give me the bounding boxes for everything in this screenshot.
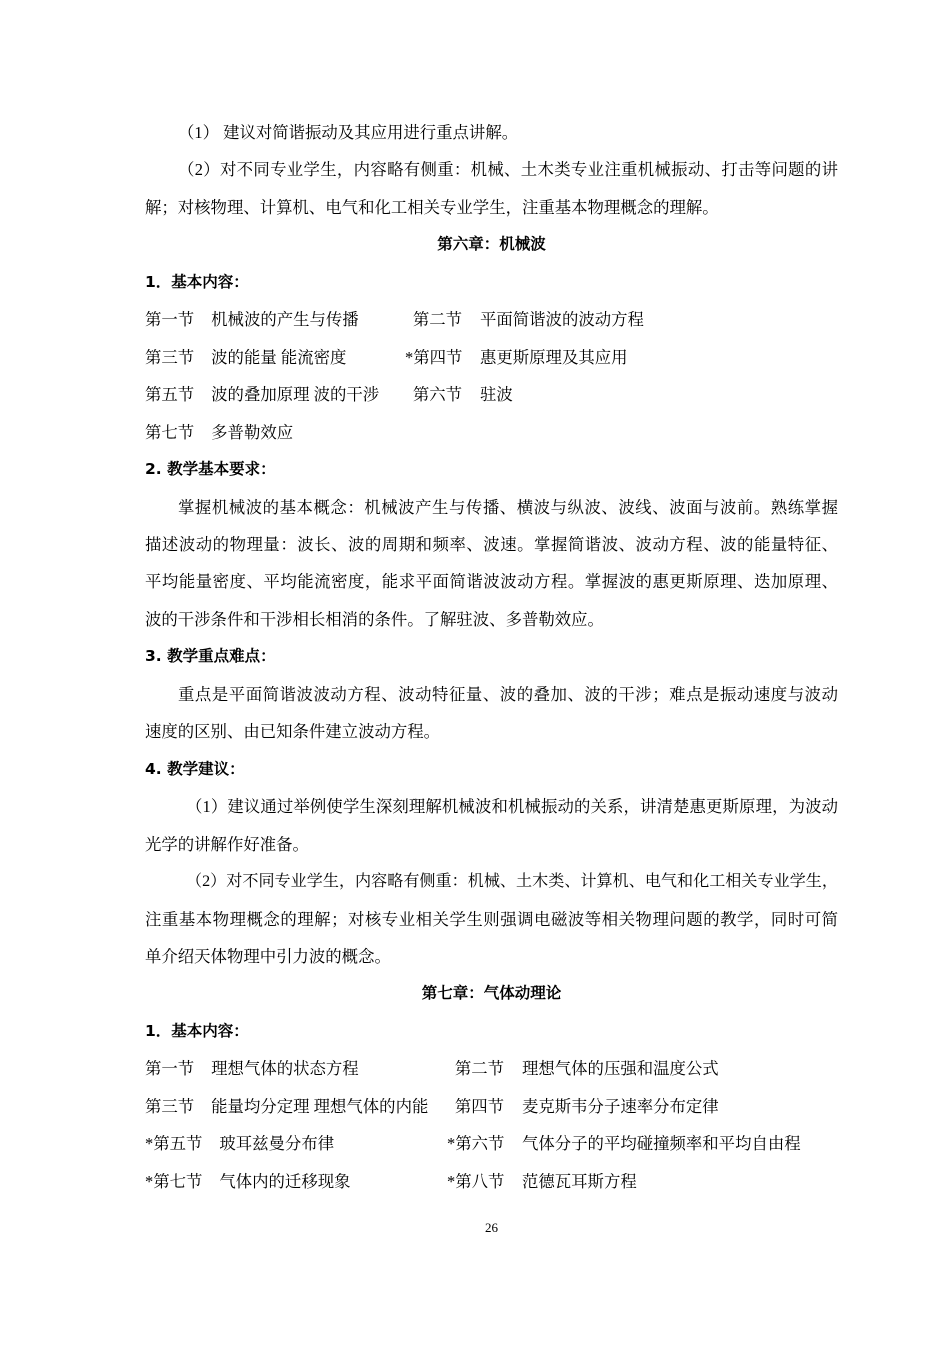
- paragraph-line: 平均能量密度、平均能流密度，能求平面简谐波波动方程。掌握波的惠更斯原理、迭加原理、: [145, 572, 838, 592]
- section-number: 第二节: [454, 1059, 504, 1079]
- section-number: 第三节: [145, 1096, 195, 1116]
- paragraph-line: 波的干涉条件和干涉相长相消的条件。了解驻波、多普勒效应。: [145, 609, 604, 629]
- section-heading: 4. 教学建议：: [145, 759, 245, 778]
- section-title: 机械波的产生与传播: [211, 310, 359, 330]
- section-number: 第四节: [454, 1096, 504, 1116]
- section-title: 波的叠加原理 波的干涉: [211, 385, 380, 405]
- section-number: *第四节: [405, 347, 463, 367]
- section-title: 平面简谐波的波动方程: [480, 310, 644, 330]
- section-heading: 3. 教学重点难点：: [145, 647, 276, 666]
- section-entry: [145, 301, 359, 338]
- section-number: 第一节: [145, 1059, 195, 1079]
- section-heading: 1．基本内容：: [145, 1021, 249, 1040]
- section-list: [145, 1050, 838, 1200]
- section-number: *第五节: [145, 1134, 203, 1154]
- section-number: 第六节: [412, 385, 462, 405]
- paragraph-line: 解；对核物理、计算机、电气和化工相关专业学生，注重基本物理概念的理解。: [145, 197, 719, 217]
- section-entry: [145, 1125, 334, 1162]
- section-entry: [145, 1050, 359, 1087]
- paragraph-line: 掌握机械波的基本概念：机械波产生与传播、横波与纵波、波线、波面与波前。熟练掌握: [178, 497, 838, 517]
- section-number: 第三节: [145, 347, 195, 367]
- section-entry: [447, 1163, 637, 1200]
- paragraph-line: 注重基本物理概念的理解；对核专业相关学生则强调电磁波等相关物理问题的教学，同时可简: [145, 909, 838, 929]
- section-entry: [447, 1088, 719, 1125]
- section-entry: [447, 1125, 801, 1162]
- section-number: 第二节: [412, 310, 462, 330]
- paragraph-line: （1） 建议对简谐振动及其应用进行重点讲解。: [178, 123, 519, 142]
- section-title: 多普勒效应: [211, 422, 294, 442]
- page-content: [145, 114, 838, 1200]
- paragraph-line: 光学的讲解作好准备。: [145, 834, 309, 854]
- section-heading: 1．基本内容：: [145, 272, 249, 291]
- chapter-title: 第七章：气体动理论: [421, 984, 562, 1003]
- section-title: 能量均分定理 理想气体的内能: [211, 1096, 429, 1116]
- paragraph-line: 重点是平面简谐波波动方程、波动特征量、波的叠加、波的干涉；难点是振动速度与波动: [178, 684, 838, 704]
- paragraph-line: 描述波动的物理量：波长、波的周期和频率、波速。掌握简谐波、波动方程、波的能量特征、: [145, 534, 838, 554]
- page-number: 26: [485, 1220, 498, 1235]
- section-title: 范德瓦耳斯方程: [522, 1171, 637, 1191]
- section-entry: [145, 414, 293, 451]
- section-entry: [145, 1088, 428, 1125]
- section-entry: [447, 1050, 719, 1087]
- section-list: [145, 301, 838, 451]
- section-title: 气体内的迁移现象: [219, 1171, 351, 1191]
- section-number: *第八节: [447, 1171, 505, 1191]
- section-row: [145, 1125, 838, 1162]
- section-title: 气体分子的平均碰撞频率和平均自由程: [522, 1134, 801, 1154]
- section-row: [145, 339, 838, 376]
- section-heading: 2. 教学基本要求：: [145, 460, 276, 479]
- section-row: [145, 376, 838, 413]
- paragraph-line: （1）建议通过举例使学生深刻理解机械波和机械振动的关系，讲清楚惠更斯原理，为波动: [186, 797, 838, 817]
- paragraph-line: 速度的区别、由已知条件建立波动方程。: [145, 722, 441, 742]
- section-number: 第七节: [145, 422, 195, 442]
- section-title: 理想气体的压强和温度公式: [522, 1059, 719, 1079]
- section-entry: [405, 376, 513, 413]
- section-title: 玻耳兹曼分布律: [219, 1134, 335, 1154]
- section-number: *第七节: [145, 1171, 203, 1191]
- section-number: 第一节: [145, 310, 195, 330]
- section-entry: [405, 339, 628, 376]
- section-title: 惠更斯原理及其应用: [480, 347, 628, 367]
- paragraph-line: （2）对不同专业学生，内容略有侧重：机械、土木类、计算机、电气和化工相关专业学生，: [186, 873, 838, 891]
- section-row: [145, 1163, 838, 1200]
- section-title: 理想气体的状态方程: [211, 1059, 359, 1079]
- section-title: 驻波: [480, 385, 513, 405]
- section-entry: [145, 376, 379, 413]
- section-title: 麦克斯韦分子速率分布定律: [522, 1096, 719, 1116]
- chapter-title: 第六章：机械波: [437, 235, 546, 254]
- paragraph-line: 单介绍天体物理中引力波的概念。: [145, 946, 391, 966]
- section-row: [145, 1050, 838, 1087]
- section-row: [145, 414, 838, 451]
- section-entry: [145, 339, 346, 376]
- section-entry: [145, 1163, 351, 1200]
- paragraph-line: （2）对不同专业学生，内容略有侧重：机械、土木类专业注重机械振动、打击等问题的讲: [178, 160, 838, 180]
- section-row: [145, 1088, 838, 1125]
- section-row: [145, 301, 838, 338]
- section-number: 第五节: [145, 385, 195, 405]
- section-number: *第六节: [447, 1134, 505, 1154]
- section-title: 波的能量 能流密度: [211, 347, 347, 367]
- section-entry: [405, 301, 644, 338]
